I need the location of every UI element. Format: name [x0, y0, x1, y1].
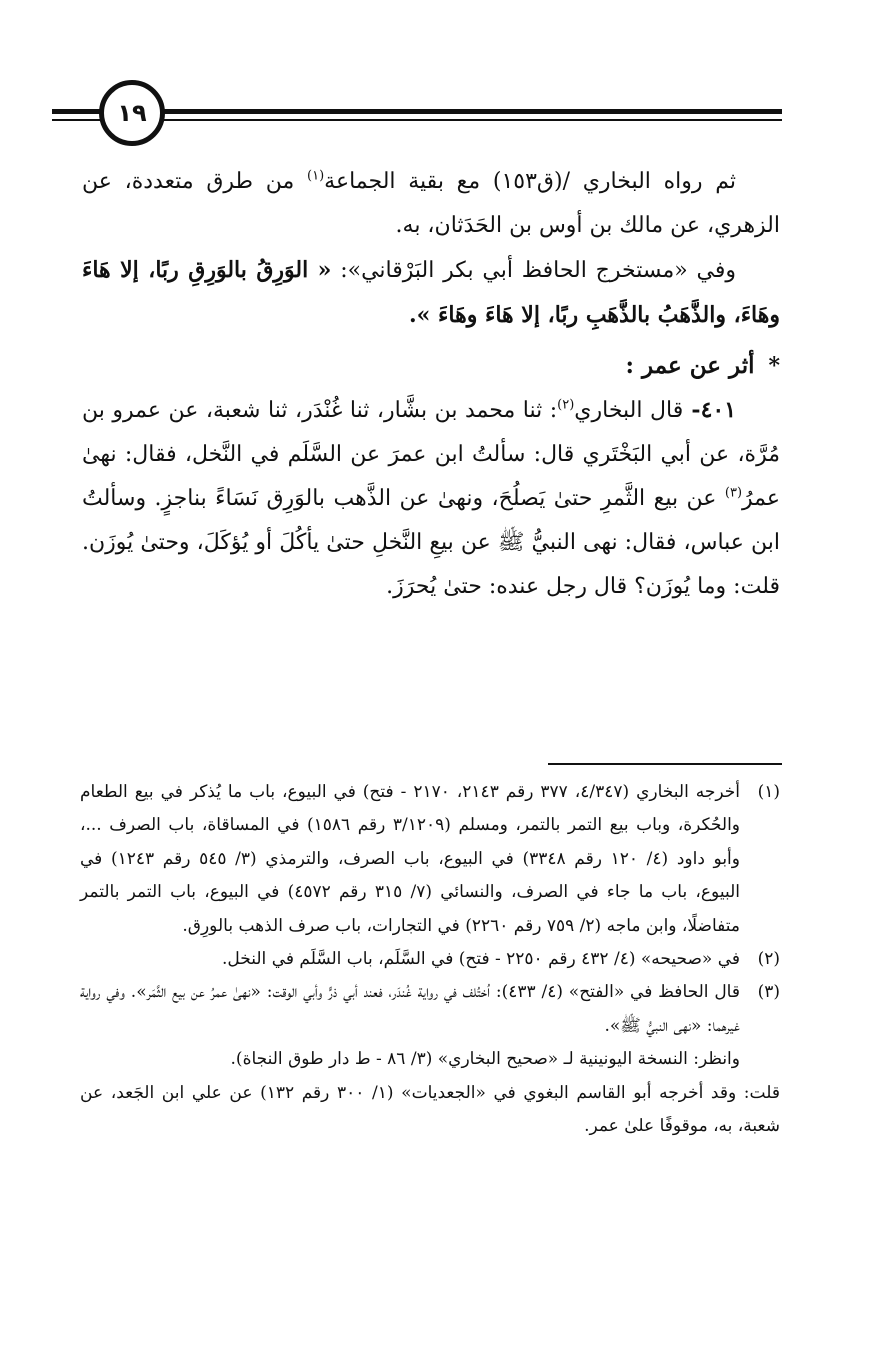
footnote-ref-1[interactable]: (١): [307, 168, 325, 184]
footnote-2-text: في «صحيحه» (٤/ ٤٣٢ رقم ٢٢٥٠ - فتح) في السَّلَم، باب السَّلَم في النخل.: [222, 949, 740, 970]
footnote-2-number: (٢): [757, 949, 780, 970]
footnote-2: [80, 943, 780, 976]
main-text: [82, 160, 780, 609]
footnote-1-text: أخرجه البخاري (٤/٣٤٧، ٣٧٧ رقم ٢١٤٣، ٢١٧٠ - فتح) في البيوع، باب ما يُذكر في بيع الطعام والحُكرة، وباب بيع التمر بالتمر، ومسلم (٣/١٢٠٩ رقم ١٥٨٦) في المساقاة، باب الصرف ...، وأبو داود (٤/ ١٢٠ رقم ٣٣٤٨) في البيوع، باب الصرف، والترمذي (٣/ ٥٤٥ رقم ١٢٤٣) في البيوع، باب ما جاء في الصرف، والنسائي (٧/ ٣١٥ رقم ٤٥٧٢) في البيوع، باب التمر بالتمر متفاضلًا، وابن ماجه (٢/ ٧٥٩ رقم ٢٢٦٠) في التجارات، باب صرف الذهب بالورِق.: [80, 782, 740, 936]
paragraph-2-quote: « الوَرِقُ بالوَرِقِ ربًا، إلا هَاءَ وهَاءَ، والذَّهَبُ بالذَّهَبِ ربًا، إلا هَاءَ وهَاءَ ».: [82, 257, 780, 328]
footnote-1: [80, 776, 780, 943]
paragraph-1-text: ثم رواه البخاري /(ق١٥٣) مع بقية الجماعة: [324, 169, 737, 194]
footnote-ref-2[interactable]: (٢): [557, 397, 575, 413]
paragraph-3-c: عن بيع الثَّمرِ حتىٰ يَصلُحَ، ونهىٰ عن الذَّهب بالوَرِق نَسَاءً بناجزٍ. وسألتُ ابن عباس، فقال: نهى النبيُّ ﷺ عن بيعِ النَّخلِ حتىٰ يأكُلَ أو يُؤكَلَ، وحتىٰ يُوزَن. قلت: وما يُوزَن؟ قال رجل عنده: حتىٰ يُحرَزَ.: [82, 486, 780, 599]
footnote-note: قلت: وقد أخرجه أبو القاسم البغوي في «الجعديات» (١/ ٣٠٠ رقم ١٣٢) عن علي ابن الجَعد، عن شعبة، به، موقوفًا علىٰ عمر.: [80, 1082, 780, 1137]
footnotes: [80, 776, 780, 1143]
paragraph-2: [82, 248, 780, 338]
paragraph-3-a: قال البخاري: [574, 398, 684, 423]
paragraph-3-b: : ثنا محمد بن بشَّار، ثنا غُنْدَر، ثنا شعبة، عن عمرو بن مُرَّة، عن أبي البَخْتَري قال: سألتُ ابن عمرَ عن السَّلَم في النَّخل، فقال: نهىٰ عمرُ: [82, 398, 780, 511]
paragraph-3: [82, 388, 780, 609]
footnote-3-text: قال الحافظ في «الفتح» (٤/ ٤٣٣): اُختُلف في رواية غُندَر، فعند أبي ذرٍّ وأبي الوقت: «نهىٰ عمرُ عن بيع الثَّمَر». وفي رواية غيرهما: «نهى النبيُّ ﷺ».: [80, 982, 740, 1036]
footnote-3-number: (٣): [757, 982, 780, 1003]
section-heading: [82, 344, 780, 388]
star-icon: *: [768, 353, 780, 379]
footnote-ref-3[interactable]: (٣): [724, 485, 743, 501]
page-number: ١٩: [99, 80, 165, 146]
footnote-3-text-2: وانظر: النسخة اليونينية لـ «صحيح البخاري» (٣/ ٨٦ - ط دار طوق النجاة).: [230, 1049, 740, 1070]
hadith-number: ٤٠١-: [683, 397, 737, 423]
page-header: [52, 76, 782, 156]
footnote-separator: [548, 763, 782, 765]
paragraph-2-intro: وفي «مستخرج الحافظ أبي بكر البَرْقاني»:: [331, 258, 737, 283]
footnote-3: [80, 976, 780, 1076]
paragraph-1-rest: من طرق متعددة، عن الزهري، عن مالك بن أوس بن الحَدَثان، به.: [82, 169, 780, 238]
paragraph-1: [82, 160, 780, 248]
section-heading-text: أثر عن عمر :: [625, 352, 755, 379]
footnote-1-number: (١): [757, 782, 780, 802]
